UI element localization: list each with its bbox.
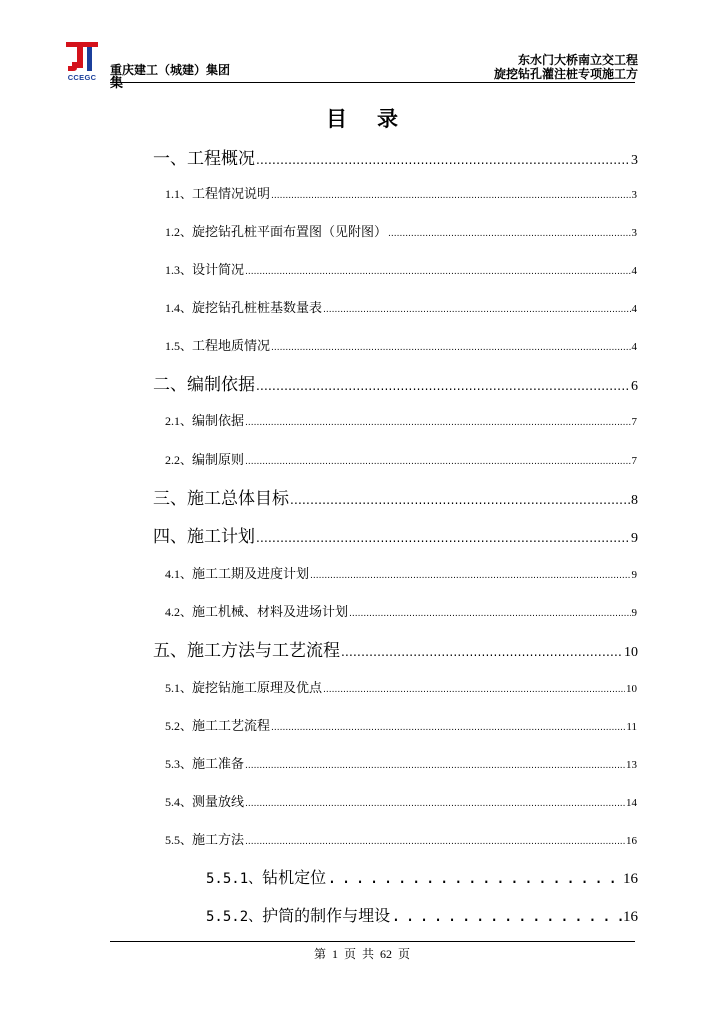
toc-entry-level2[interactable] — [165, 715, 637, 734]
toc-entry-label: 施工机械、材料及进场计划 — [192, 605, 349, 620]
toc-entry-number: 5.5.1、 — [206, 871, 263, 887]
toc-entry-level2[interactable] — [165, 829, 637, 848]
toc-entry-label: 五、施工方法与工艺流程 — [153, 641, 340, 661]
toc-entry-number: 2.1、 — [165, 414, 193, 428]
toc-entry-page: 7 — [631, 455, 637, 467]
toc-entry-page: 3 — [631, 189, 637, 201]
toc-entry-number: 5.1、 — [165, 681, 193, 695]
toc-entry-level2[interactable] — [165, 753, 637, 772]
toc-entry-page: 10 — [624, 645, 638, 660]
toc-entry-page: 16 — [623, 871, 638, 887]
toc-dot-leader — [256, 379, 630, 393]
toc-entry-page: 16 — [626, 835, 637, 847]
page-number: 第 1 页 共 62 页 — [313, 947, 410, 961]
toc-entry-number: 1.3、 — [165, 263, 193, 277]
toc-dot-leader — [349, 609, 630, 619]
toc-entry-label: 三、施工总体目标 — [153, 489, 289, 509]
toc-entry-label: 护筒的制作与埋设 — [262, 906, 391, 925]
project-title-line2: 旋挖钻孔灌注桩专项施工方 — [493, 67, 638, 81]
toc-dot-leader — [391, 906, 622, 925]
toc-entry-level1[interactable] — [153, 484, 638, 509]
toc-entry-label: 设计简况 — [192, 263, 245, 278]
toc-entry-label: 编制原则 — [192, 453, 245, 468]
footer-divider — [110, 941, 635, 942]
toc-dot-leader — [256, 531, 630, 545]
project-title-line1: 东水门大桥南立交工程 — [517, 53, 638, 67]
toc-dot-leader — [245, 837, 625, 847]
company-name-line1: 重庆建工（城建）集团 — [110, 63, 231, 77]
toc-entry-label: 一、工程概况 — [153, 149, 255, 169]
toc-dot-leader — [271, 723, 625, 733]
toc-entry-level3[interactable] — [206, 903, 638, 926]
toc-entry-page: 7 — [631, 416, 637, 428]
toc-entry-label: 施工方法 — [192, 833, 245, 848]
toc-entry-page: 8 — [631, 493, 638, 508]
toc-dot-leader — [245, 799, 625, 809]
toc-entry-label: 工程情况说明 — [192, 187, 271, 202]
company-name — [110, 64, 230, 90]
toc-entry-label: 旋挖钻孔桩平面布置图（见附图） — [192, 225, 388, 240]
company-name-line2: 集 — [110, 76, 124, 91]
toc-entry-number: 1.2、 — [165, 225, 193, 239]
toc-entry-page: 9 — [631, 607, 637, 619]
toc-entry-label: 旋挖钻施工原理及优点 — [192, 681, 323, 696]
toc-entry-page: 11 — [626, 721, 637, 733]
toc-dot-leader — [290, 493, 630, 507]
toc-dot-leader — [245, 761, 625, 771]
toc-entry-level1[interactable] — [153, 370, 638, 395]
toc-entry-number: 1.1、 — [165, 187, 193, 201]
toc-entry-level3[interactable] — [206, 865, 638, 888]
toc-entry-level2[interactable] — [165, 335, 637, 354]
toc-dot-leader — [245, 418, 630, 428]
toc-entry-number: 5.4、 — [165, 795, 193, 809]
logo-text: CCEGC — [67, 73, 97, 82]
toc-dot-leader — [245, 457, 630, 467]
toc-dot-leader — [323, 305, 630, 315]
toc-entry-page: 3 — [631, 153, 638, 168]
toc-entry-level1[interactable] — [153, 144, 638, 169]
toc-dot-leader — [323, 685, 625, 695]
toc-entry-number: 5.5、 — [165, 833, 193, 847]
toc-entry-page: 6 — [631, 379, 638, 394]
toc-entry-label: 四、施工计划 — [153, 527, 255, 547]
toc-entry-page: 3 — [631, 227, 637, 239]
toc-entry-page: 9 — [631, 569, 637, 581]
project-title — [494, 53, 638, 81]
toc-entry-level2[interactable] — [165, 297, 637, 316]
toc-entry-level1[interactable] — [153, 636, 638, 661]
toc-entry-level2[interactable] — [165, 563, 637, 582]
toc-entry-number: 5.3、 — [165, 757, 193, 771]
toc-entry-page: 14 — [626, 797, 637, 809]
toc-entry-level2[interactable] — [165, 677, 637, 696]
toc-entry-number: 1.5、 — [165, 339, 193, 353]
toc-dot-leader — [271, 343, 630, 353]
toc-entry-page: 9 — [631, 531, 638, 546]
toc-entry-level2[interactable] — [165, 410, 637, 429]
toc-entry-number: 1.4、 — [165, 301, 193, 315]
toc-entry-page: 16 — [623, 909, 638, 925]
toc-entry-label: 工程地质情况 — [192, 339, 271, 354]
toc-dot-leader — [256, 153, 630, 167]
toc-entry-level1[interactable] — [153, 522, 638, 547]
toc-entry-label: 旋挖钻孔桩桩基数量表 — [192, 301, 323, 316]
toc-dot-leader — [245, 267, 630, 277]
toc-entry-level2[interactable] — [165, 449, 637, 468]
toc-entry-number: 4.1、 — [165, 567, 193, 581]
toc-entry-label: 钻机定位 — [262, 868, 327, 887]
toc-entry-label: 施工工艺流程 — [192, 719, 271, 734]
toc-entry-label: 施工准备 — [192, 757, 245, 772]
toc-entry-page: 4 — [631, 303, 637, 315]
toc-entry-page: 13 — [626, 759, 637, 771]
toc-entry-label: 施工工期及进度计划 — [192, 567, 310, 582]
toc-entry-level2[interactable] — [165, 791, 637, 810]
toc-dot-leader — [310, 571, 630, 581]
toc-entry-page: 4 — [631, 341, 637, 353]
toc-entry-level2[interactable] — [165, 259, 637, 278]
toc-dot-leader — [388, 229, 630, 239]
toc-entry-label: 二、编制依据 — [153, 375, 255, 395]
toc-dot-leader — [341, 645, 623, 659]
toc-entry-number: 4.2、 — [165, 605, 193, 619]
toc-entry-number: 5.5.2、 — [206, 909, 263, 925]
toc-dot-leader — [271, 191, 630, 201]
toc-entry-label: 测量放线 — [192, 795, 245, 810]
toc-entry-page: 4 — [631, 265, 637, 277]
toc-entry-label: 编制依据 — [192, 414, 245, 429]
toc-entry-page: 10 — [626, 683, 637, 695]
toc-entry-level2[interactable] — [165, 601, 637, 620]
toc-entry-number: 2.2、 — [165, 453, 193, 467]
toc-entry-level2[interactable] — [165, 221, 637, 240]
toc-entry-level2[interactable] — [165, 183, 637, 202]
company-logo — [66, 42, 98, 82]
toc-entry-number: 5.2、 — [165, 719, 193, 733]
toc-title: 目录 — [326, 107, 428, 131]
toc-dot-leader — [327, 868, 622, 887]
header-divider — [110, 82, 635, 83]
